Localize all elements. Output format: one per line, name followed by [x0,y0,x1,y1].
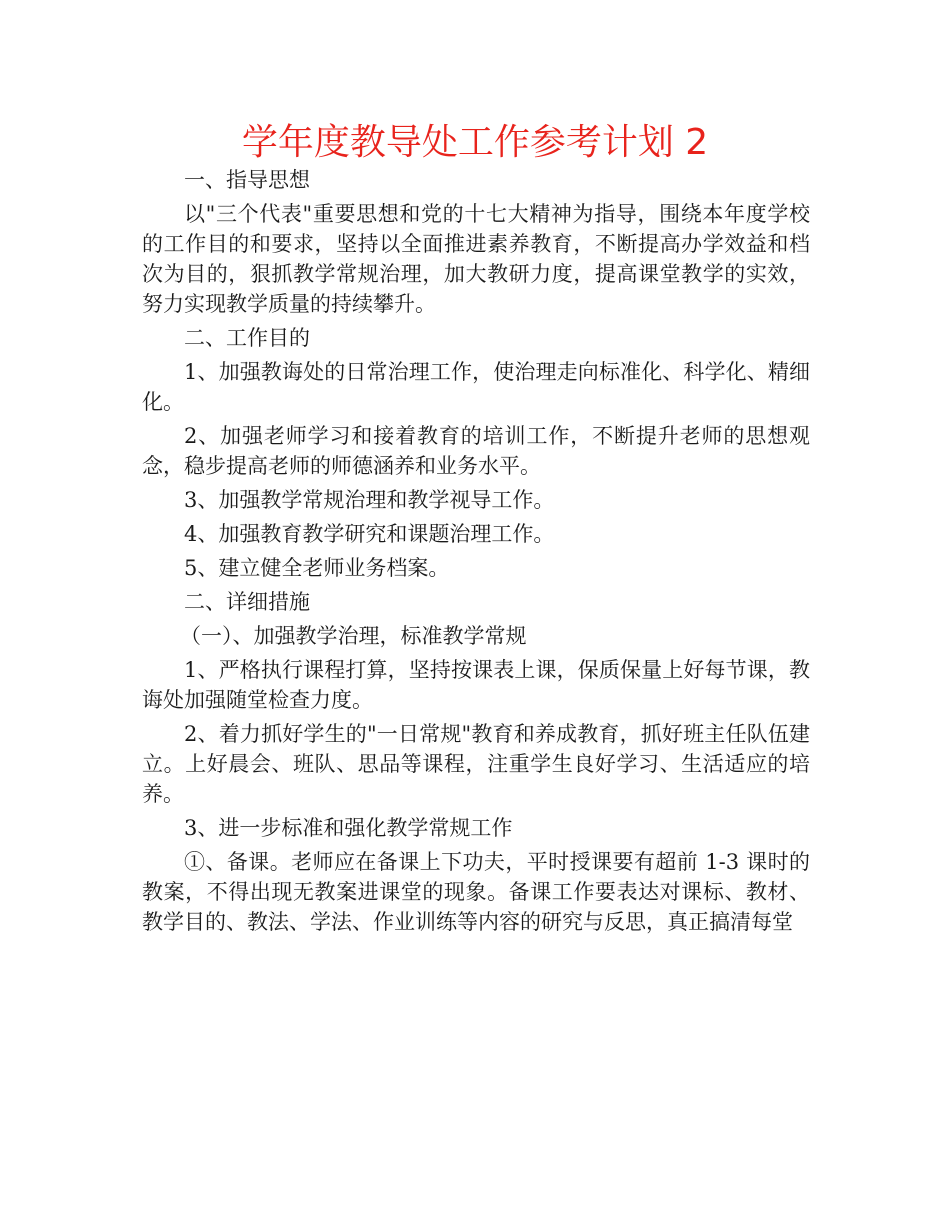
measure-item-3-lesson-prep: ①、备课。老师应在备课上下功夫，平时授课要有超前 1-3 课时的教案，不得出现无教案进课堂的现象。备课工作要表达对课标、教材、教学目的、教法、学法、作业训练等内容的研究与反思，真正搞清每堂 [142,850,810,934]
section-heading-measures: 二、详细措施 [184,590,310,614]
document-body [142,165,810,941]
section-heading-guiding-ideology: 一、指导思想 [184,168,310,192]
section-heading-work-goals: 二、工作目的 [184,326,310,350]
goal-item-3: 3、加强教学常规治理和教学视导工作。 [184,488,555,512]
measure-item-3: 3、进一步标准和强化教学常规工作 [184,816,513,840]
measure-item-1: 1、严格执行课程打算，坚持按课表上课，保质保量上好每节课，教诲处加强随堂检查力度。 [142,658,810,712]
document-title: 学年度教导处工作参考计划 2 [241,122,709,163]
goal-item-4: 4、加强教育教学研究和课题治理工作。 [184,522,555,546]
subsection-heading-teaching-management: （一）、加强教学治理，标准教学常规 [180,624,527,648]
measure-item-2: 2、着力抓好学生的"一日常规"教育和养成教育，抓好班主任队伍建立。上好晨会、班队、思品等课程，注重学生良好学习、生活适应的培养。 [142,722,810,806]
goal-item-5: 5、建立健全老师业务档案。 [184,556,450,580]
goal-item-1: 1、加强教诲处的日常治理工作，使治理走向标准化、科学化、精细化。 [142,360,810,414]
paragraph-guiding-ideology: 以"三个代表"重要思想和党的十七大精神为指导，围绕本年度学校的工作目的和要求，坚持以全面推进素养教育，不断提高办学效益和档次为目的，狠抓教学常规治理，加大教研力度，提高课堂教学的实效，努力实现教学质量的持续攀升。 [142,202,810,316]
goal-item-2: 2、加强老师学习和接着教育的培训工作，不断提升老师的思想观念，稳步提高老师的师德涵养和业务水平。 [142,424,810,478]
